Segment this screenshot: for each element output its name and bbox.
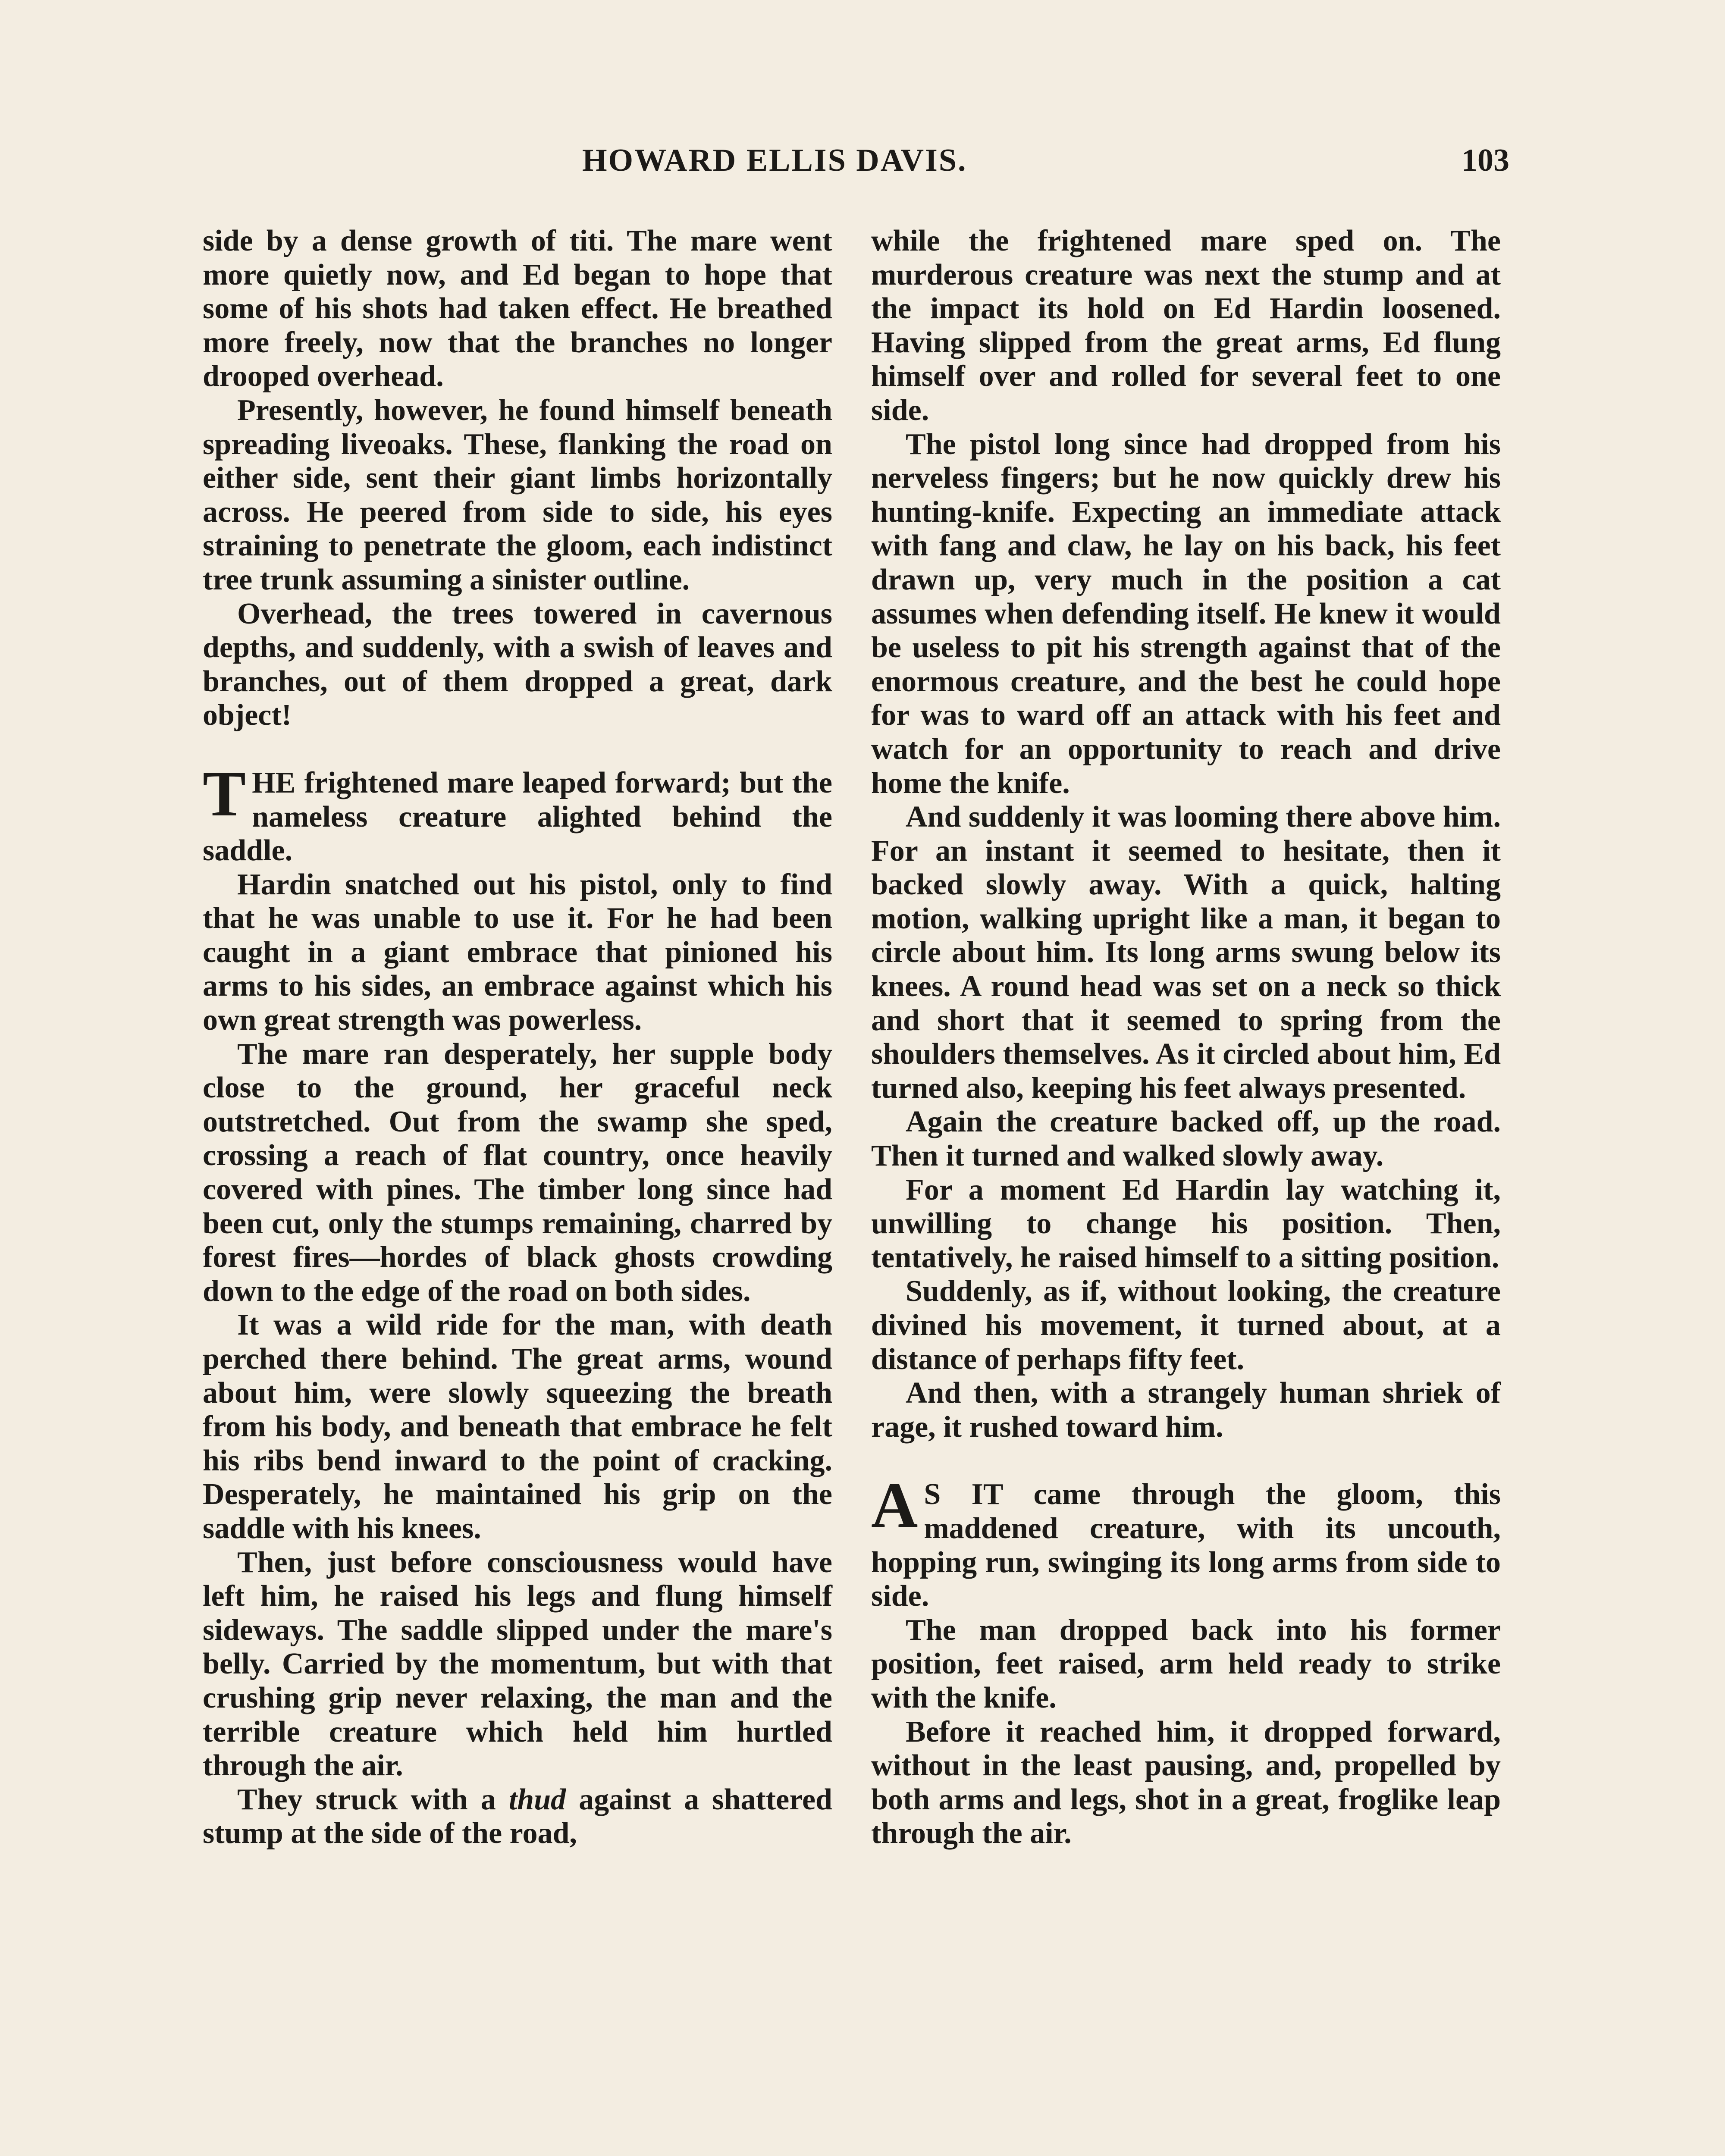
paragraph: Before it reached him, it dropped forward, without in the least pausing, and, propelled by both arms and legs, shot in a great, froglike leap through the air. [871, 1715, 1501, 1850]
paragraph-text: against a shattered stump at the side of the road, [203, 1783, 832, 1850]
drop-cap: A [871, 1470, 918, 1542]
paragraph: For a moment Ed Hardin lay watching it, unwilling to change his position. Then, tentatively, he raised himself to a sitting position. [871, 1173, 1501, 1274]
right-column [871, 224, 1501, 2156]
paragraph: Suddenly, as if, without looking, the creature divined his movement, it turned about, at a distance of perhaps fifty feet. [871, 1275, 1501, 1376]
drop-cap: T [203, 758, 246, 830]
running-head-author: HOWARD ELLIS DAVIS. [582, 143, 967, 178]
paragraph [203, 1783, 832, 1851]
paragraph-text: S IT came through the gloom, this maddened creature, with its uncouth, hopping run, swinging its long arms from side to side. [871, 1478, 1501, 1613]
paragraph: Again the creature backed off, up the road. Then it turned and walked slowly away. [871, 1105, 1501, 1173]
paragraph: The pistol long since had dropped from his nerveless fingers; but he now quickly drew his hunting-knife. Expecting an immediate attack with fang and claw, he lay on his back, his feet drawn up, very much in the position a cat assumes when defending itself. He knew it would be useless to pit his strength against that of the enormous creature, and the best he could hope for was to ward off an attack with his feet and watch for an opportunity to reach and drive home the knife. [871, 427, 1501, 800]
paragraph: Then, just before consciousness would have left him, he raised his legs and flung himself sideways. The saddle slipped under the mare's belly. Carried by the momentum, but with that crushing grip never relaxing, the man and the terrible creature which held him hurtled through the air. [203, 1545, 832, 1783]
paragraph: Overhead, the trees towered in cavernous depths, and suddenly, with a swish of leaves and branches, out of them dropped a great, dark object! [203, 597, 832, 732]
paragraph-text: They struck with a [237, 1783, 509, 1816]
section-opening-paragraph [203, 758, 832, 868]
left-column [203, 224, 832, 2156]
paragraph: It was a wild ride for the man, with death perched there behind. The great arms, wound about him, were slowly squeezing the breath from his body, and beneath that embrace he felt his ribs bend inward to the point of cracking. Desperately, he maintained his grip on the saddle with his knees. [203, 1308, 832, 1545]
paragraph: side by a dense growth of titi. The mare went more quietly now, and Ed began to hope that some of his shots had taken effect. He breathed more freely, now that the branches no longer drooped overhead. [203, 224, 832, 393]
page-number: 103 [1462, 143, 1509, 178]
running-head [203, 142, 1509, 190]
paragraph: Hardin snatched out his pistol, only to find that he was unable to use it. For he had been caught in a giant embrace that pinioned his arms to his sides, an embrace against which his own great strength was powerless. [203, 868, 832, 1037]
paragraph: And then, with a strangely human shriek of rage, it rushed toward him. [871, 1376, 1501, 1444]
paragraph-text: HE frightened mare leaped forward; but the nameless creature alighted behind the saddle. [203, 766, 832, 868]
section-opening-paragraph [871, 1470, 1501, 1613]
paragraph: And suddenly it was looming there above him. For an instant it seemed to hesitate, then it backed slowly away. With a quick, halting motion, walking upright like a man, it began to circle about him. Its long arms swung below its knees. A round head was set on a neck so thick and short that it seemed to spring from the shoulders themselves. As it circled about him, Ed turned also, keeping his feet always presented. [871, 800, 1501, 1105]
paragraph: Presently, however, he found himself beneath spreading liveoaks. These, flanking the road on either side, sent their giant limbs horizontally across. He peered from side to side, his eyes straining to penetrate the gloom, each indistinct tree trunk assuming a sinister outline. [203, 393, 832, 596]
paragraph: The mare ran desperately, her supple body close to the ground, her graceful neck outstretched. Out from the swamp she sped, crossing a reach of flat country, once heavily covered with pines. The timber long since had been cut, only the stumps remaining, charred by forest fires—hordes of black ghosts crowding down to the edge of the road on both sides. [203, 1037, 832, 1308]
paragraph: The man dropped back into his former position, feet raised, arm held ready to strike with the knife. [871, 1613, 1501, 1714]
emphasized-word: thud [508, 1783, 566, 1816]
paragraph: while the frightened mare sped on. The murderous creature was next the stump and at the impact its hold on Ed Hardin loosened. Having slipped from the great arms, Ed flung himself over and rolled for several feet to one side. [871, 224, 1501, 427]
